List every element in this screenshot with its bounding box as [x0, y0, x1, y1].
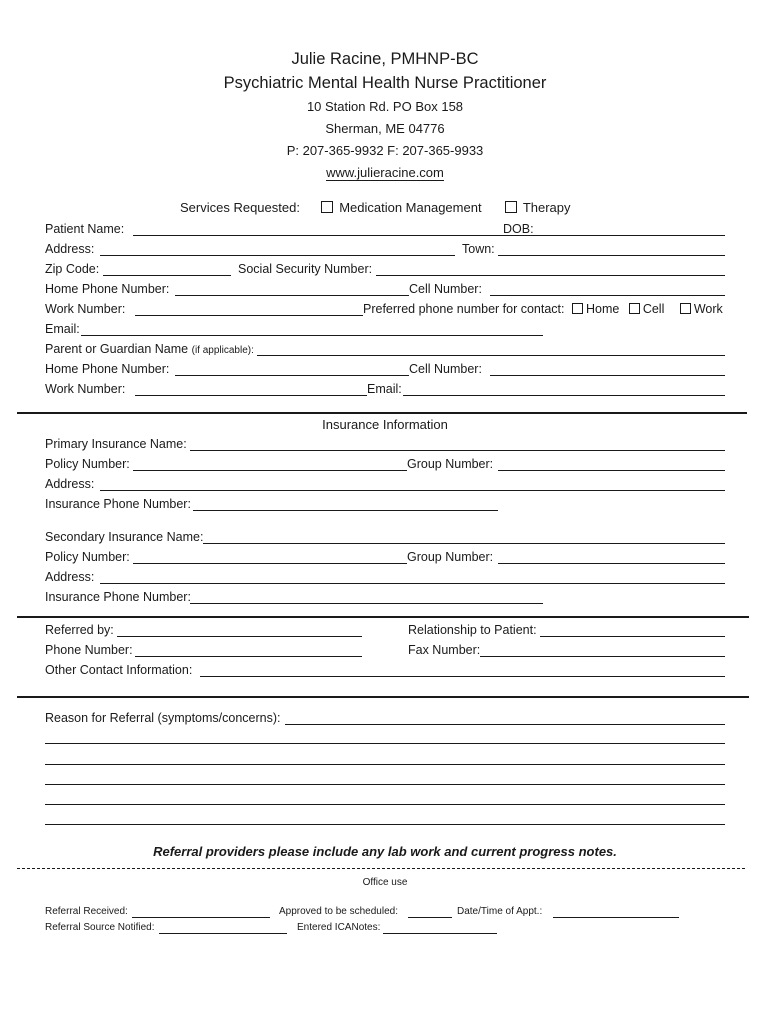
address-row [45, 242, 725, 260]
received-field[interactable] [132, 917, 270, 918]
secondary-insurance-label: Secondary Insurance Name: [45, 530, 204, 544]
other-contact-label: Other Contact Information: [45, 663, 193, 677]
reason-line[interactable] [45, 804, 725, 805]
ref-phone-label: Phone Number: [45, 643, 133, 657]
fax-label: Fax Number: [408, 643, 481, 657]
source-label: Referral Source Notified: [45, 922, 155, 933]
reason-line[interactable] [45, 824, 725, 825]
office-row-2 [45, 922, 725, 936]
guardian-field[interactable] [257, 355, 725, 356]
policy-row [45, 457, 725, 475]
reason-label: Reason for Referral (symptoms/concerns): [45, 711, 281, 725]
guardian-cell-field[interactable] [490, 375, 725, 376]
ins-address-field[interactable] [100, 490, 725, 491]
address-field[interactable] [100, 255, 455, 256]
medication-label: Medication Management [339, 200, 482, 215]
insurance-heading: Insurance Information [322, 417, 448, 432]
office-row-1 [45, 906, 725, 920]
medication-checkbox[interactable] [321, 201, 333, 213]
guardian-phone-row [45, 362, 725, 380]
work-row [45, 302, 725, 320]
ssn-field[interactable] [376, 275, 725, 276]
patient-name-row [45, 222, 725, 240]
pref-work-checkbox[interactable] [680, 303, 691, 314]
section-divider [17, 696, 749, 698]
secondary-insurance-row [45, 530, 725, 548]
referral-note: Referral providers please include any lab work and current progress notes. [153, 844, 617, 859]
guardian-work-field[interactable] [135, 395, 367, 396]
referred-by-label: Referred by: [45, 623, 114, 637]
provider-title: Psychiatric Mental Health Nurse Practitioner [223, 74, 547, 92]
town-label: Town: [462, 242, 495, 256]
guardian-email-field[interactable] [403, 395, 725, 396]
guardian-home-field[interactable] [175, 375, 409, 376]
datetime-field[interactable] [553, 917, 679, 918]
other-contact-row [45, 663, 725, 681]
ins-phone2-label: Insurance Phone Number: [45, 590, 191, 604]
guardian-note: (if applicable): [191, 345, 254, 356]
ssn-label: Social Security Number: [238, 262, 373, 276]
address-line-1: 10 Station Rd. PO Box 158 [306, 99, 464, 114]
group-label: Group Number: [407, 457, 494, 471]
ins-phone2-row [45, 590, 725, 608]
guardian-cell-label: Cell Number: [409, 362, 482, 376]
office-heading: Office use [362, 877, 408, 888]
services-requested [180, 200, 571, 215]
services-label: Services Requested: [180, 200, 300, 215]
approved-label: Approved to be scheduled: [279, 906, 398, 917]
ins-address2-field[interactable] [100, 583, 725, 584]
primary-insurance-field[interactable] [190, 450, 725, 451]
ins-phone-row [45, 497, 725, 515]
datetime-label: Date/Time of Appt.: [457, 906, 543, 917]
ins-address2-row [45, 570, 725, 588]
entered-field[interactable] [383, 933, 497, 934]
town-field[interactable] [498, 255, 725, 256]
ins-phone-label: Insurance Phone Number: [45, 497, 191, 511]
patient-name-field[interactable] [133, 235, 541, 236]
ins-address2-label: Address: [45, 570, 95, 584]
reason-field[interactable] [285, 724, 725, 725]
primary-insurance-label: Primary Insurance Name: [45, 437, 187, 451]
home-phone-field[interactable] [175, 295, 409, 296]
patient-name-label: Patient Name: [45, 222, 125, 236]
ins-phone-field[interactable] [193, 510, 498, 511]
office-divider [17, 868, 745, 869]
guardian-home-label: Home Phone Number: [45, 362, 170, 376]
received-label: Referral Received: [45, 906, 128, 917]
email-field[interactable] [81, 335, 543, 336]
policy-field[interactable] [133, 470, 407, 471]
reason-row [45, 711, 725, 729]
work-label: Work Number: [45, 302, 126, 316]
ins-address-label: Address: [45, 477, 95, 491]
dob-label: DOB: [503, 222, 534, 236]
phone-fax: P: 207-365-9932 F: 207-365-9933 [286, 143, 484, 158]
ins-phone2-field[interactable] [190, 603, 543, 604]
fax-field[interactable] [480, 656, 725, 657]
zip-label: Zip Code: [45, 262, 100, 276]
entered-label: Entered ICANotes: [297, 922, 381, 933]
cell-label: Cell Number: [409, 282, 482, 296]
other-contact-field[interactable] [200, 676, 725, 677]
primary-insurance-row [45, 437, 725, 455]
guardian-email-label: Email: [367, 382, 402, 396]
section-divider [17, 412, 747, 414]
policy-label: Policy Number: [45, 457, 130, 471]
address-line-2: Sherman, ME 04776 [325, 121, 445, 136]
reason-line[interactable] [45, 743, 725, 744]
referred-by-row [45, 623, 725, 641]
preferred-label: Preferred phone number for contact: [363, 302, 565, 316]
approved-field[interactable] [408, 917, 452, 918]
home-phone-label: Home Phone Number: [45, 282, 170, 296]
guardian-label: Parent or Guardian Name [45, 342, 189, 356]
work-field[interactable] [135, 315, 363, 316]
zip-field[interactable] [103, 275, 231, 276]
cell-field[interactable] [490, 295, 725, 296]
zip-row [45, 262, 725, 280]
therapy-checkbox[interactable] [505, 201, 517, 213]
policy2-row [45, 550, 725, 568]
group2-field[interactable] [498, 563, 725, 564]
ins-address-row [45, 477, 725, 495]
relationship-field[interactable] [540, 636, 725, 637]
section-divider [17, 616, 749, 618]
reason-line[interactable] [45, 764, 725, 765]
email-label: Email: [45, 322, 80, 336]
pref-home-label: Home [586, 302, 620, 316]
guardian-label-group [45, 342, 254, 356]
policy2-label: Policy Number: [45, 550, 130, 564]
ref-phone-field[interactable] [135, 656, 362, 657]
pref-work-label: Work [693, 302, 723, 316]
preferred-contact [363, 302, 723, 316]
policy2-field[interactable] [133, 563, 407, 564]
dob-field[interactable] [539, 235, 725, 236]
pref-cell-label: Cell [642, 302, 665, 316]
reason-line[interactable] [45, 784, 725, 785]
referred-by-field[interactable] [117, 636, 362, 637]
address-label: Address: [45, 242, 95, 256]
relationship-label: Relationship to Patient: [408, 623, 537, 637]
guardian-row [45, 342, 725, 360]
pref-cell-checkbox[interactable] [629, 303, 640, 314]
group2-label: Group Number: [407, 550, 494, 564]
therapy-label: Therapy [522, 200, 571, 215]
source-field[interactable] [159, 933, 287, 934]
guardian-work-row [45, 382, 725, 400]
email-row [45, 322, 725, 340]
website-text[interactable]: www.julieracine.com [326, 165, 444, 180]
group-field[interactable] [498, 470, 725, 471]
website-link[interactable] [0, 165, 770, 181]
secondary-insurance-field[interactable] [203, 543, 725, 544]
pref-home-checkbox[interactable] [572, 303, 583, 314]
ref-phone-row [45, 643, 725, 661]
provider-name: Julie Racine, PMHNP-BC [291, 50, 479, 68]
guardian-work-label: Work Number: [45, 382, 126, 396]
home-phone-row [45, 282, 725, 300]
